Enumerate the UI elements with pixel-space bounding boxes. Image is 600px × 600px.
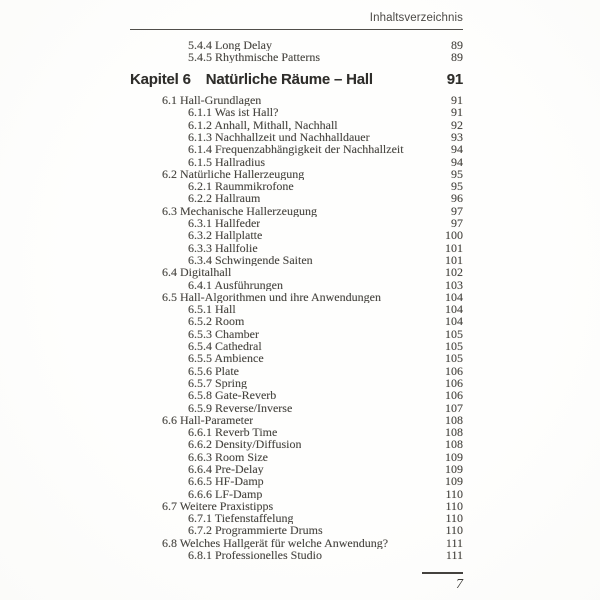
toc-entry-page: 109 [445,474,463,489]
toc-entry-page: 110 [445,511,463,526]
toc-entry-label: 6.1 Hall-Grundlagen [162,94,262,107]
toc-entry [130,131,463,143]
toc-entry [130,524,463,536]
running-header: Inhaltsverzeichnis [369,12,463,24]
footer-rule [422,572,463,574]
toc-entry-page: 89 [451,49,463,64]
toc-entry-label: 6.6.4 Pre-Delay [188,463,264,476]
toc-entry [130,512,463,524]
toc-entry-page: 100 [445,228,463,243]
toc-entry-label: 6.5.7 Spring [188,376,248,390]
toc-entry-label: 5.4.5 Rhythmische Patterns [188,50,320,64]
toc-entry [130,303,463,315]
toc-entry-label: 5.4.4 Long Delay [188,38,272,51]
toc-entry-page: 104 [445,314,463,329]
toc-entry [130,438,463,450]
toc-entry-label: 6.7 Weitere Praxistipps [162,499,274,513]
toc-entry-page: 101 [445,240,463,255]
toc-entry-label: 6.6.3 Room Size [188,450,268,463]
toc-entry-page: 95 [451,179,463,194]
toc-entry-page: 110 [445,498,463,513]
toc-entry [130,51,463,63]
toc-entry [130,426,463,438]
toc-entry-label: 6.3.4 Schwingende Saiten [188,253,313,267]
toc-entry-label: 6.5.2 Room [188,315,245,328]
toc-entry-label: 6.4 Digitalhall [162,266,232,279]
toc-entry-label: 6.6.1 Reverb Time [188,426,278,439]
toc-entry [130,254,463,266]
toc-entry-page: 111 [445,535,463,550]
toc-entry [130,451,463,463]
toc-entry-page: 96 [451,191,463,206]
toc-entry [130,39,463,51]
toc-entry [130,205,463,217]
toc-entry-page: 93 [451,129,463,144]
toc-entry-label: 6.1.5 Hallradius [188,155,265,168]
toc-entry-label: 6.3.3 Hallfolie [188,241,258,254]
toc-entry [130,266,463,278]
toc-entry [130,340,463,352]
toc-entry [130,463,463,475]
toc-entry [130,119,463,131]
toc-entry-page: 111 [445,548,463,563]
toc-entry-label: 6.6.2 Density/Diffusion [188,438,302,451]
toc-entry [130,352,463,364]
chapter-title: Natürliche Räume – Hall [205,71,373,89]
toc-entry-page: 108 [445,412,463,427]
toc-entry-page: 110 [445,523,463,538]
toc-pre-entries [130,39,463,64]
toc-entry-page: 105 [445,351,463,366]
toc-entry-page: 104 [445,302,463,317]
toc-entry-label: 6.4.1 Ausführungen [188,278,283,291]
toc-entry [130,156,463,168]
toc-entry-label: 6.8.1 Professionelles Studio [188,549,322,562]
toc-entry-label: 6.5 Hall-Algorithmen und ihre Anwendungen [162,290,381,304]
toc-entry-page: 109 [445,462,463,476]
toc-entry-label: 6.3 Mechanische Hallerzeugung [162,204,317,218]
toc-entry-page: 105 [445,339,463,354]
toc-entry-label: 6.2 Natürliche Hallerzeugung [162,167,305,181]
toc-entry-label: 6.5.4 Cathedral [188,340,262,353]
toc-entry [130,242,463,254]
header-rule [130,29,463,30]
toc-entry-label: 6.3.1 Hallfeder [188,217,261,230]
toc-entry [130,414,463,426]
toc-entry-label: 6.6 Hall-Parameter [162,413,254,427]
toc-entry-page: 107 [445,400,463,415]
toc-entry [130,488,463,500]
toc-entry [130,229,463,241]
toc-entry [130,402,463,414]
page-number-footer: 7 [456,577,463,592]
toc-entry [130,549,463,561]
toc-entry [130,94,463,106]
toc-entry [130,291,463,303]
toc-entry [130,475,463,487]
toc-entry-page: 106 [445,363,463,378]
toc-entry-label: 6.5.8 Gate-Reverb [188,389,277,402]
toc-entry-page: 97 [451,216,463,231]
toc-entry [130,192,463,204]
toc-entry-page: 92 [451,117,463,132]
toc-entry [130,328,463,340]
toc-entry [130,315,463,327]
toc-entry-label: 6.1.3 Nachhallzeit und Nachhalldauer [188,130,370,144]
toc-entry-page: 108 [445,425,463,440]
toc-entry-label: 6.5.3 Chamber [188,327,259,341]
toc-entry-page: 106 [445,388,463,403]
toc-entry-page: 106 [445,375,463,390]
chapter-page-number: 91 [446,71,463,89]
toc-entry-page: 101 [445,252,463,267]
toc-entry-label: 6.2.1 Raummikrofone [188,180,294,193]
toc-entry [130,500,463,512]
toc-entry-page: 94 [451,154,463,169]
toc-entry-page: 104 [445,289,463,304]
toc-entry-page: 102 [445,265,463,280]
toc-entry-page: 109 [445,449,463,464]
chapter-heading [130,70,463,90]
toc-entries [130,94,463,561]
toc-entry-page: 95 [451,166,463,181]
toc-entry-label: 6.6.5 HF-Damp [188,475,264,488]
toc-entry [130,217,463,229]
toc-entry-label: 6.5.5 Ambience [188,352,264,365]
toc-entry [130,537,463,549]
toc-entry-page: 108 [445,437,463,452]
toc-entry-label: 6.6.6 LF-Damp [188,487,263,500]
toc-entry [130,377,463,389]
toc-entry-label: 6.7.1 Tiefenstaffelung [188,512,294,525]
toc-entry-page: 94 [451,142,463,157]
toc-entry [130,106,463,118]
toc-entry-label: 6.8 Welches Hallgerät für welche Anwendung? [162,536,389,550]
toc-entry-page: 91 [451,105,463,120]
toc-entry-label: 6.7.2 Programmierte Drums [188,524,323,537]
toc-entry-label: 6.5.9 Reverse/Inverse [188,401,293,414]
toc-entry-label: 6.5.6 Plate [188,364,239,377]
toc-entry-page: 91 [451,93,463,108]
toc-entry-label: 6.1.1 Was ist Hall? [188,106,279,119]
toc-entry-page: 89 [451,37,463,52]
chapter-label: Kapitel 6 [130,71,191,89]
toc-entry [130,279,463,291]
toc-content [130,0,463,561]
toc-entry-label: 6.1.4 Frequenzabhängigkeit der Nachhallzeit [188,143,404,156]
toc-entry-page: 103 [445,277,463,292]
toc-entry [130,180,463,192]
toc-entry-label: 6.5.1 Hall [188,303,236,316]
toc-entry-page: 97 [451,203,463,218]
toc-entry [130,365,463,377]
toc-entry [130,389,463,401]
toc-entry-page: 105 [445,326,463,341]
toc-entry-label: 6.3.2 Hallplatte [188,229,263,242]
toc-entry [130,143,463,155]
toc-entry-page: 110 [445,486,463,501]
toc-entry-label: 6.2.2 Hallraum [188,192,261,205]
toc-entry-label: 6.1.2 Anhall, Mithall, Nachhall [188,118,338,131]
toc-entry [130,168,463,180]
